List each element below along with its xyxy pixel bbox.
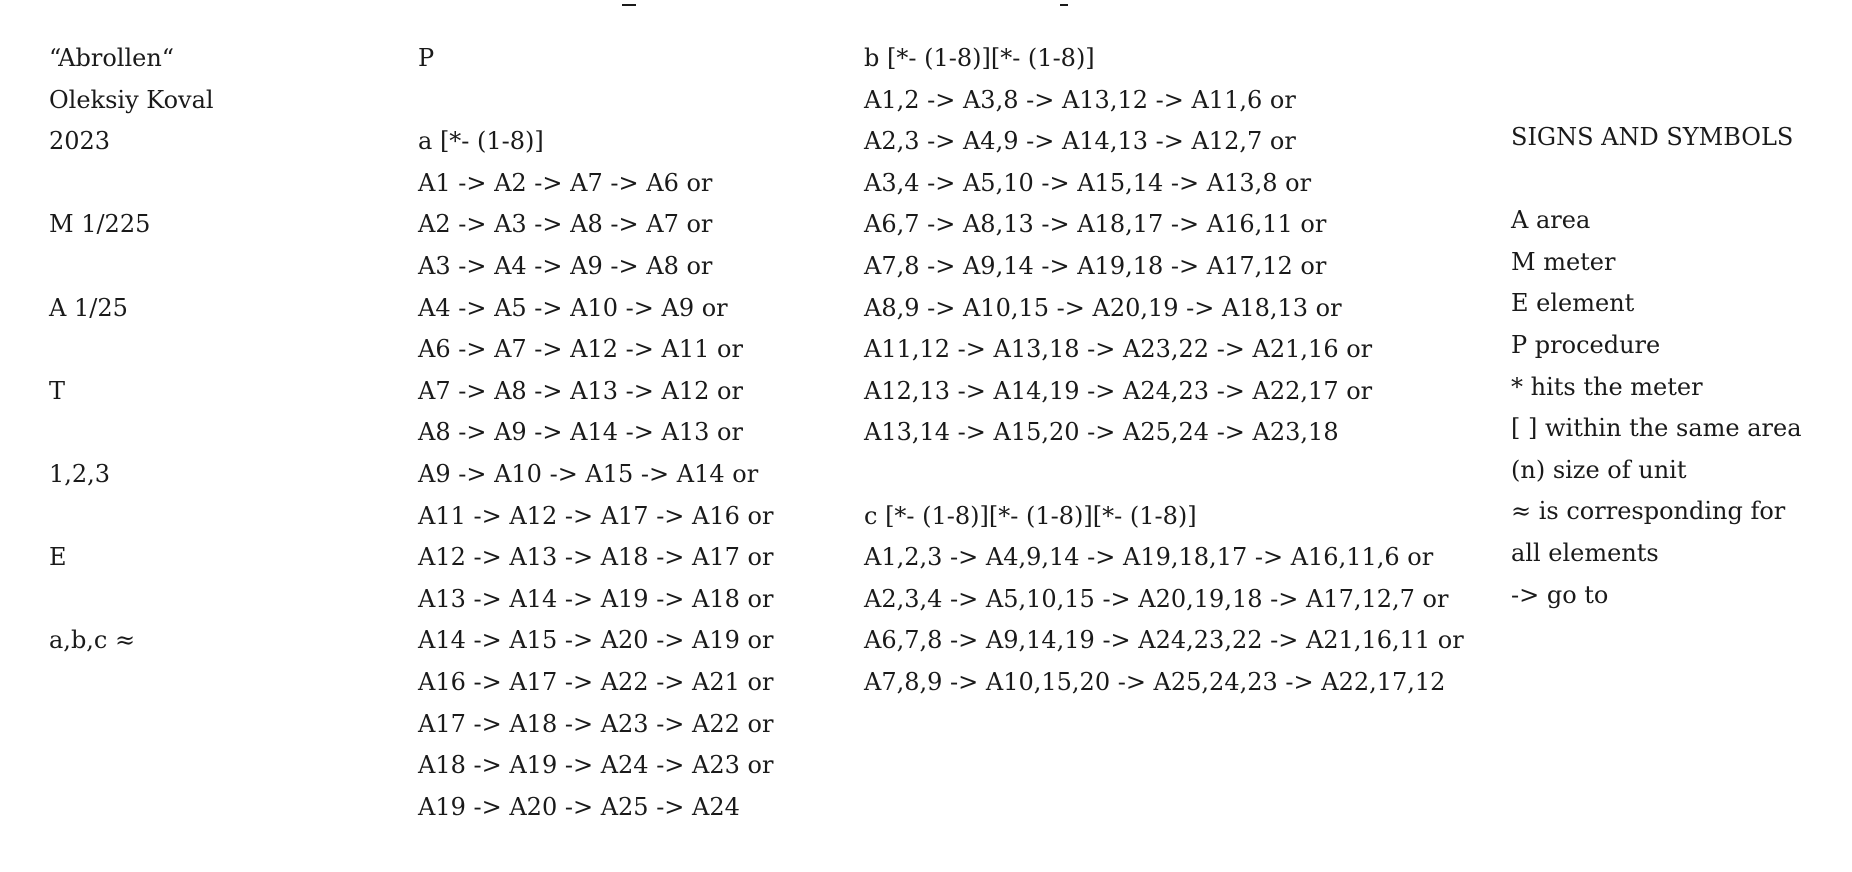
procedure-line: A11 -> A12 -> A17 -> A16 or	[418, 501, 774, 530]
signs-and-symbols-legend	[1511, 117, 1851, 616]
parameter-element: E	[49, 543, 67, 572]
section-c-heading: c [*- (1-8)][*- (1-8)][*- (1-8)]	[864, 501, 1197, 530]
procedure-line: A8,9 -> A10,15 -> A20,19 -> A18,13 or	[864, 293, 1342, 322]
legend-item: ≈ is corresponding for	[1511, 497, 1786, 526]
section-a-lines	[418, 163, 838, 829]
procedure-line: A3 -> A4 -> A9 -> A8 or	[418, 251, 713, 280]
procedure-line: A2,3 -> A4,9 -> A14,13 -> A12,7 or	[864, 127, 1296, 156]
procedure-line: A11,12 -> A13,18 -> A23,22 -> A21,16 or	[864, 335, 1373, 364]
procedure-line: A12,13 -> A14,19 -> A24,23 -> A22,17 or	[864, 376, 1373, 405]
author-name: Oleksiy Koval	[49, 85, 214, 114]
parameter-variants: a,b,c ≈	[49, 626, 136, 655]
procedure-line: A6,7 -> A8,13 -> A18,17 -> A16,11 or	[864, 210, 1327, 239]
procedure-line: A4 -> A5 -> A10 -> A9 or	[418, 293, 728, 322]
procedure-line: A1,2,3 -> A4,9,14 -> A19,18,17 -> A16,11,6 or	[864, 543, 1434, 572]
cropped-text-fragment	[622, 0, 636, 6]
procedure-line: A12 -> A13 -> A18 -> A17 or	[418, 543, 774, 572]
procedure-line: A7,8 -> A9,14 -> A19,18 -> A17,12 or	[864, 251, 1327, 280]
legend-item: -> go to	[1511, 580, 1609, 609]
procedure-line: A1,2 -> A3,8 -> A13,12 -> A11,6 or	[864, 85, 1296, 114]
procedure-line: A6,7,8 -> A9,14,19 -> A24,23,22 -> A21,16,11 or	[864, 626, 1464, 655]
procedure-line: A19 -> A20 -> A25 -> A24	[418, 792, 740, 821]
section-b-lines	[864, 80, 1484, 454]
legend-title: SIGNS AND SYMBOLS	[1511, 123, 1794, 151]
section-c-lines	[864, 537, 1484, 703]
work-title: “Abrollen“	[49, 44, 175, 72]
legend-item: E element	[1511, 289, 1635, 318]
parameter-t: T	[49, 376, 66, 405]
procedure-line: A18 -> A19 -> A24 -> A23 or	[418, 751, 774, 780]
parameter-numbers: 1,2,3	[49, 459, 111, 488]
procedure-label: P	[418, 44, 435, 72]
procedure-b-c-column	[864, 38, 1484, 704]
parameter-meter: M 1/225	[49, 210, 151, 239]
procedure-line: A1 -> A2 -> A7 -> A6 or	[418, 168, 713, 197]
procedure-line: A13 -> A14 -> A19 -> A18 or	[418, 584, 774, 613]
procedure-line: A2 -> A3 -> A8 -> A7 or	[418, 210, 713, 239]
procedure-line: A6 -> A7 -> A12 -> A11 or	[418, 335, 743, 364]
procedure-a-column	[418, 38, 838, 828]
procedure-line: A7 -> A8 -> A13 -> A12 or	[418, 376, 743, 405]
procedure-line: A13,14 -> A15,20 -> A25,24 -> A23,18	[864, 418, 1339, 447]
procedure-line: A16 -> A17 -> A22 -> A21 or	[418, 667, 774, 696]
procedure-line: A3,4 -> A5,10 -> A15,14 -> A13,8 or	[864, 168, 1312, 197]
year: 2023	[49, 127, 111, 156]
cropped-text-fragment	[1060, 0, 1068, 6]
procedure-line: A7,8,9 -> A10,15,20 -> A25,24,23 -> A22,17,12	[864, 667, 1446, 696]
legend-item: (n) size of unit	[1511, 455, 1687, 484]
legend-item: P procedure	[1511, 330, 1661, 359]
legend-item: * hits the meter	[1511, 372, 1703, 401]
procedure-line: A2,3,4 -> A5,10,15 -> A20,19,18 -> A17,12,7 or	[864, 584, 1449, 613]
section-b-heading: b [*- (1-8)][*- (1-8)]	[864, 44, 1095, 72]
procedure-line: A14 -> A15 -> A20 -> A19 or	[418, 626, 774, 655]
parameter-area: A 1/25	[49, 293, 128, 322]
legend-item: [ ] within the same area	[1511, 414, 1802, 443]
procedure-line: A9 -> A10 -> A15 -> A14 or	[418, 459, 759, 488]
procedure-line: A8 -> A9 -> A14 -> A13 or	[418, 418, 743, 447]
legend-item: A area	[1511, 206, 1591, 235]
legend-item: M meter	[1511, 247, 1616, 276]
procedure-line: A17 -> A18 -> A23 -> A22 or	[418, 709, 774, 738]
legend-item: all elements	[1511, 538, 1659, 567]
section-a-heading: a [*- (1-8)]	[418, 127, 544, 156]
title-parameters-column	[49, 38, 349, 662]
